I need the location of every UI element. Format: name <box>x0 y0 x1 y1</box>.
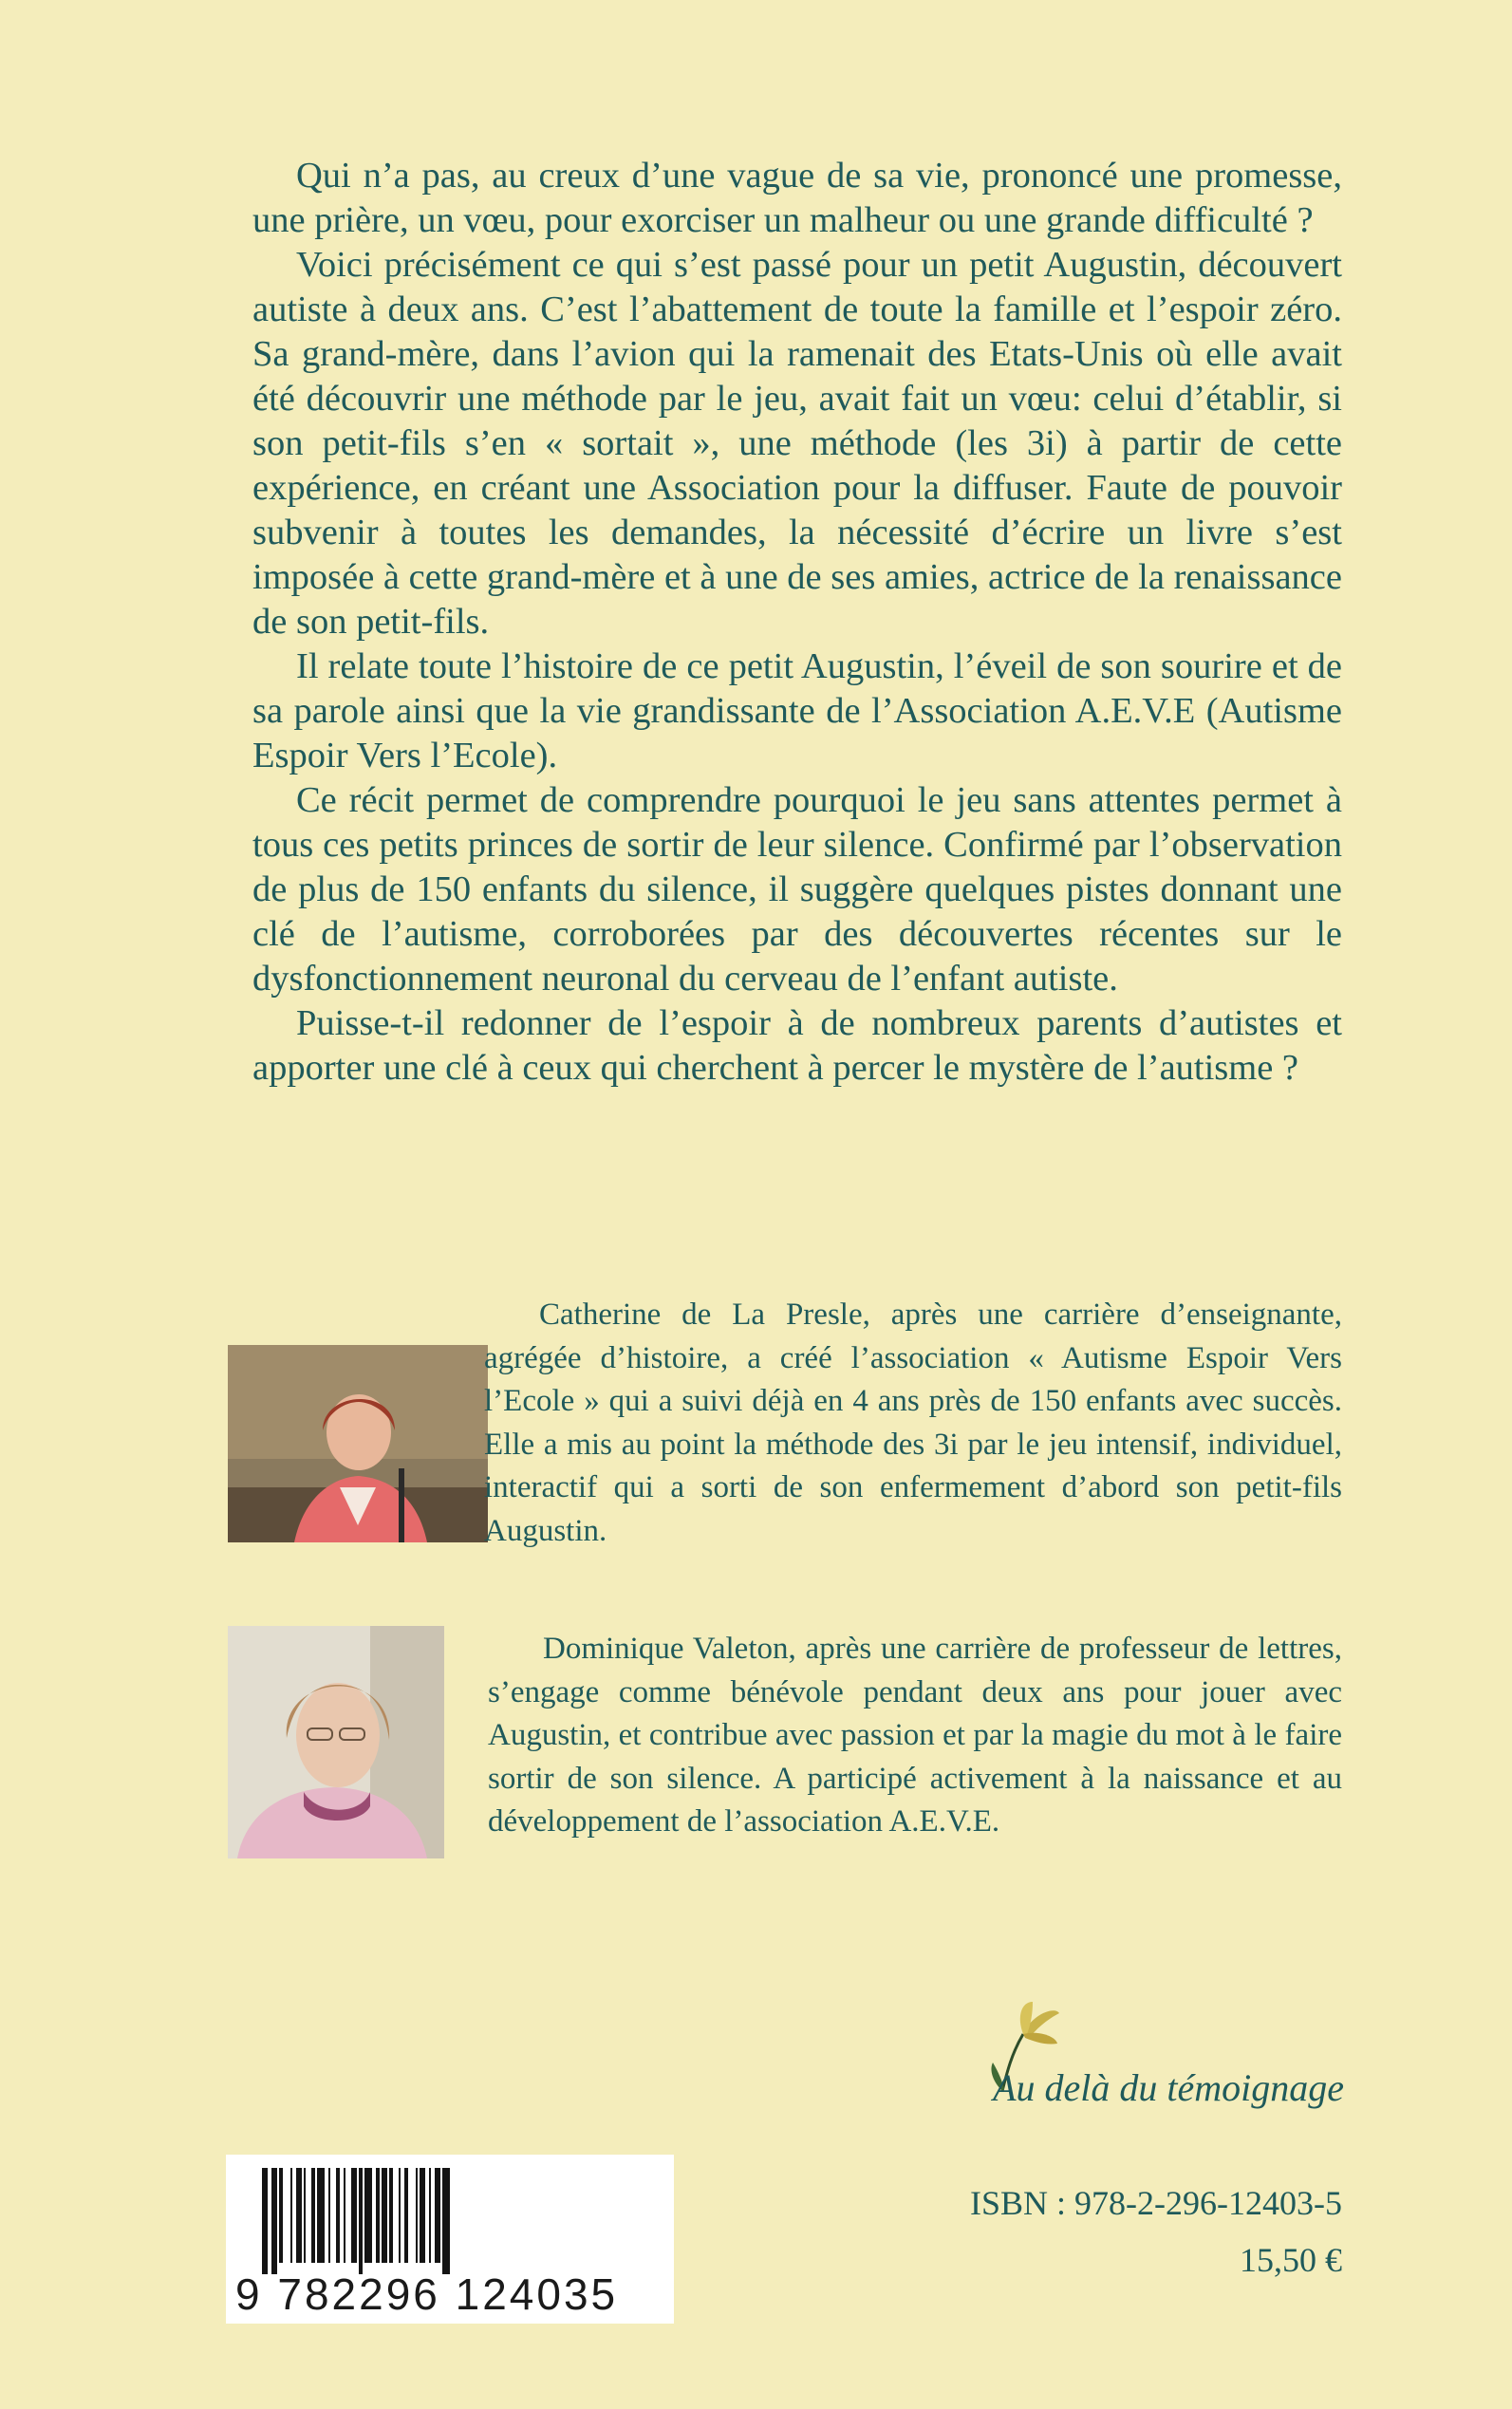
barcode <box>226 2155 674 2324</box>
blurb-paragraph-5: Puisse-t-il redonner de l’espoir à de nombreux parents d’autistes et apporter une clé à ceux qui cherchent à percer le mystère de l’autisme ? <box>252 1003 1342 1088</box>
author-photo-dominique <box>228 1626 444 1858</box>
barcode-bar <box>336 2168 340 2263</box>
collection-logo <box>917 1996 1344 2129</box>
barcode-bar <box>382 2168 387 2263</box>
barcode-bar <box>296 2168 302 2263</box>
barcode-bar <box>416 2168 418 2263</box>
barcode-bar <box>399 2168 401 2263</box>
author-bio-text: Catherine de La Presle, après une carrière d’enseignante, agrégée d’histoire, a créé l’association « Autisme Espoir Vers l’Ecole » qui a suivi déjà en 4 ans près de 150 enfants avec succès. Elle a mis au point la méthode des 3i par le jeu intensif, individuel, interactif qui a sorti de son enfermement d’abord son petit-fils Augustin. <box>484 1298 1342 1548</box>
barcode-digits: 9 782296 124035 <box>235 2269 619 2319</box>
collection-name: Au delà du témoignage <box>993 2066 1344 2109</box>
barcode-bar <box>351 2168 357 2263</box>
barcode-bar <box>328 2168 330 2263</box>
price: 15,50 € <box>1240 2241 1342 2279</box>
barcode-bar <box>429 2168 431 2263</box>
blurb-paragraph-1: Qui n’a pas, au creux d’une vague de sa vie, prononcé une promesse, une prière, un vœu, pour exorciser un malheur ou une grande difficulté ? <box>252 156 1342 240</box>
barcode-bar <box>435 2168 440 2263</box>
barcode-bar <box>442 2168 450 2274</box>
author-bio-text: Dominique Valeton, après une carrière de professeur de lettres, s’engage comme bénévole pendant deux ans pour jouer avec Augustin, et contribue avec passion et par la magie du mot à le faire sortir de son silence. A participé activement à la naissance et au développement de l’association A.E.V.E. <box>488 1632 1342 1839</box>
barcode-bar <box>364 2168 372 2263</box>
blurb <box>252 154 1342 1091</box>
barcode-bar <box>389 2168 393 2263</box>
barcode-bar <box>279 2168 283 2263</box>
author-bio-catherine <box>484 1294 1342 1553</box>
barcode-bar <box>262 2168 268 2274</box>
blurb-paragraph-3: Il relate toute l’histoire de ce petit Augustin, l’éveil de son sourire et de sa parole ainsi que la vie grandissante de l’Association A.E.V.E (Autisme Espoir Vers l’Ecole). <box>252 646 1342 775</box>
barcode-bar <box>359 2168 363 2274</box>
barcode-bar <box>290 2168 292 2263</box>
barcode-bar <box>271 2168 277 2274</box>
barcode-bar <box>344 2168 345 2263</box>
barcode-bar <box>317 2168 325 2263</box>
barcode-bar <box>304 2168 306 2263</box>
barcode-bar <box>376 2168 380 2263</box>
blurb-paragraph-2: Voici précisément ce qui s’est passé pour un petit Augustin, découvert autiste à deux ans. C’est l’abattement de toute la famille et l’espoir zéro. Sa grand-mère, dans l’avion qui la ramenait des Etats-Unis où elle avait été découvrir une méthode par le jeu, avait fait un vœu: celui d’établir, si son petit-fils s’en « sortait », une méthode (les 3i) à partir de cette expérience, en créant une Association pour la diffuser. Faute de pouvoir subvenir à toutes les demandes, la nécessité d’écrire un livre s’est imposée à cette grand-mère et à une de ses amies, actrice de la renaissance de son petit-fils. <box>252 245 1342 642</box>
barcode-bar <box>404 2168 408 2263</box>
blurb-paragraph-4: Ce récit permet de comprendre pourquoi le jeu sans attentes permet à tous ces petits princes de sortir de leur silence. Confirmé par l’observation de plus de 150 enfants du silence, il suggère quelques pistes donnant une clé de l’autisme, corroborées par des découvertes récentes sur le dysfonctionnement neuronal du cerveau de l’enfant autiste. <box>252 780 1342 999</box>
author-photo-catherine <box>228 1345 488 1542</box>
author-bio-dominique <box>488 1628 1342 1844</box>
isbn: ISBN : 978-2-296-12403-5 <box>970 2184 1342 2222</box>
barcode-bar <box>420 2168 425 2263</box>
barcode-bar <box>311 2168 315 2263</box>
